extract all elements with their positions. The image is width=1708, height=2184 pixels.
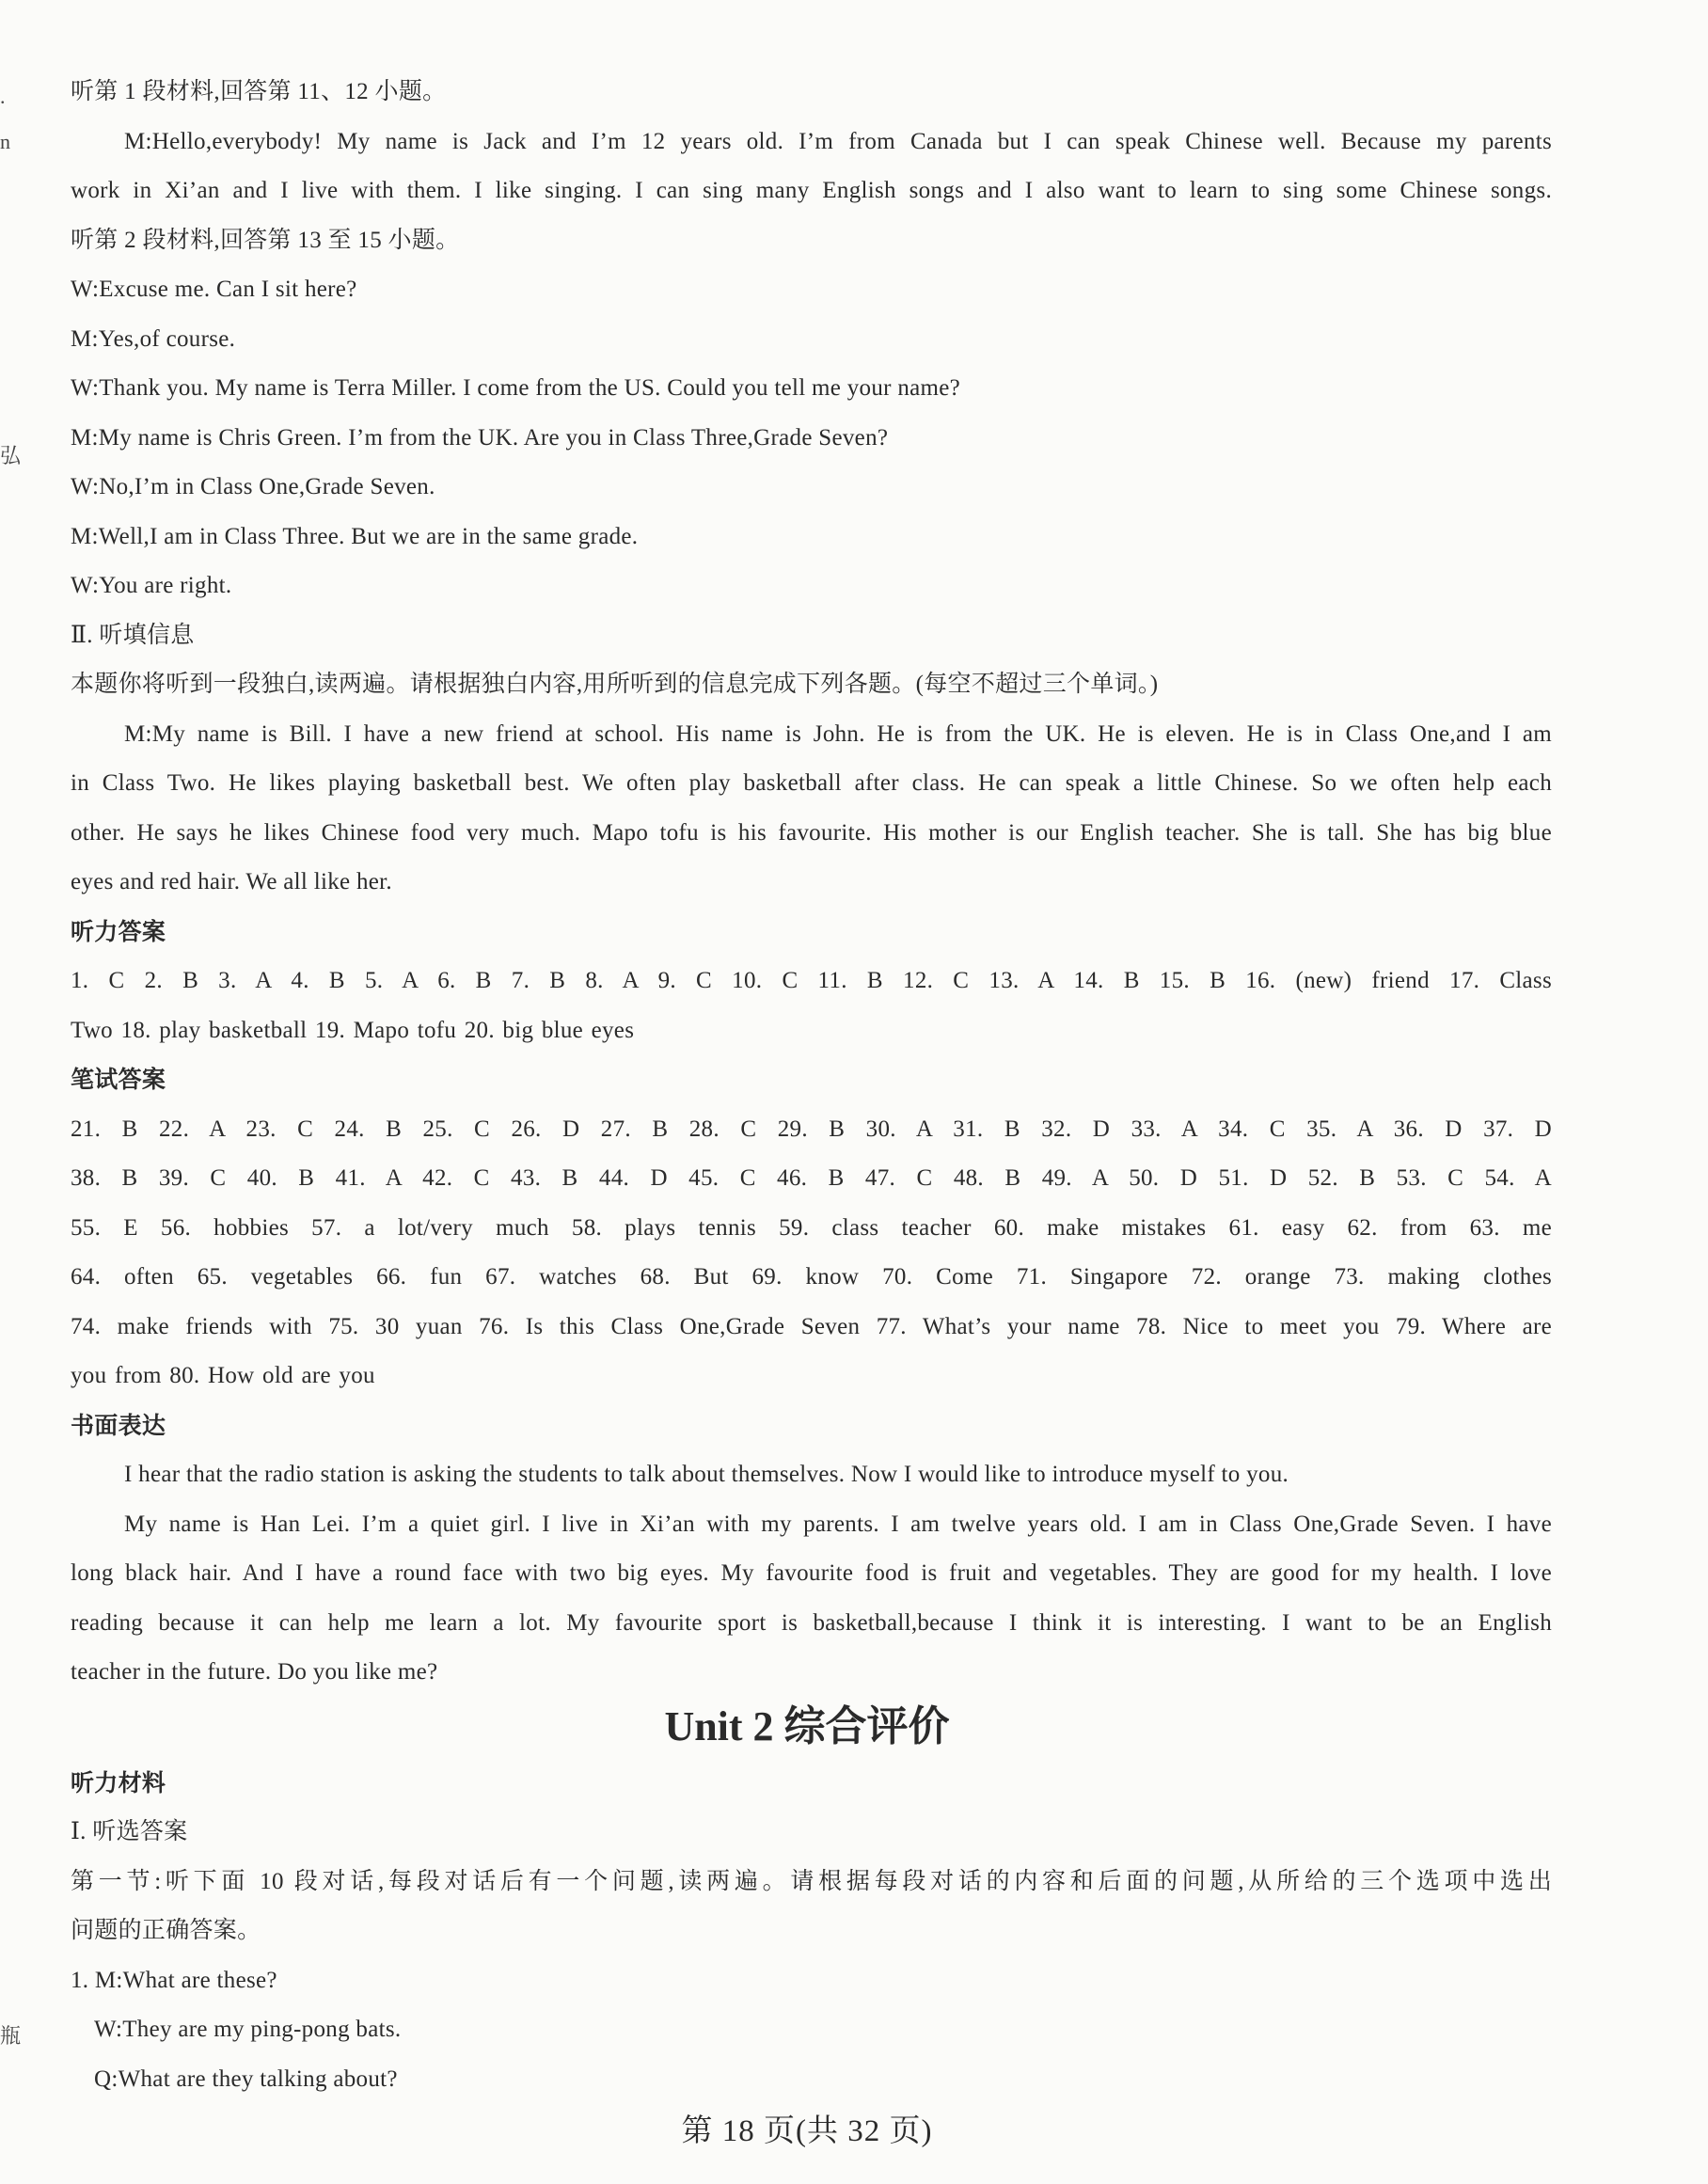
transcript-line: M:Well,I am in Class Three. But we are in the same grade. [71, 524, 639, 549]
answer-line: 64. often 65. vegetables 66. fun 67. watches 68. But 69. know 70. Come 71. Singapore 72. orange 73. making clothes [71, 1264, 1552, 1290]
section-heading: Ⅱ. 听填信息 [71, 623, 195, 648]
essay-line: reading because it can help me learn a lot. My favourite sport is basketball,because I think it is interesting. I want to be an English [71, 1610, 1552, 1636]
margin-mark: 瓶 [0, 2024, 22, 2048]
listening-answers-heading: 听力答案 [71, 918, 166, 945]
essay-line: long black hair. And I have a round face with two big eyes. My favourite food is fruit and vegetables. They are good for my health. I love [71, 1560, 1552, 1586]
margin-mark: 弘 [0, 444, 22, 467]
question-line: 1. M:What are these? [71, 1968, 277, 1993]
essay-line: I hear that the radio station is asking the students to talk about themselves. Now I would like to introduce myself to you. [124, 1462, 1289, 1487]
margin-mark: n [0, 130, 10, 153]
transcript-line: M:My name is Bill. I have a new friend at school. His name is John. He is from the UK. He is eleven. He is in Class One,and I am [124, 721, 1552, 747]
instruction: 问题的正确答案。 [71, 1918, 261, 1943]
transcript-line: W:Excuse me. Can I sit here? [71, 277, 357, 302]
transcript-line: M:My name is Chris Green. I’m from the UK. Are you in Class Three,Grade Seven? [71, 425, 889, 451]
answer-line: 38. B 39. C 40. B 41. A 42. C 43. B 44. D 45. C 46. B 47. C 48. B 49. A 50. D 51. D 52. B 53. C 54. A [71, 1165, 1552, 1191]
instruction: 第一节:听下面 10 段对话,每段对话后有一个问题,读两遍。请根据每段对话的内容和后面的问题,从所给的三个选项中选出 [71, 1869, 1552, 1894]
margin-mark: . [0, 85, 6, 108]
transcript-line: M:Yes,of course. [71, 326, 236, 352]
section-heading: Ⅰ. 听选答案 [71, 1819, 188, 1844]
answer-line: 1. C 2. B 3. A 4. B 5. A 6. B 7. B 8. A 9. C 10. C 11. B 12. C 13. A 14. B 15. B 16. (new) friend 17. Class [71, 968, 1552, 993]
transcript-line: W:Thank you. My name is Terra Miller. I come from the US. Could you tell me your name? [71, 375, 961, 401]
answer-line: 21. B 22. A 23. C 24. B 25. C 26. D 27. B 28. C 29. B 30. A 31. B 32. D 33. A 34. C 35. A 36. D 37. D [71, 1116, 1552, 1142]
writing-heading: 书面表达 [71, 1412, 166, 1439]
transcript-line: work in Xi’an and I live with them. I like singing. I can sing many English songs and I also want to learn to sing some Chinese songs. [71, 178, 1552, 203]
section-note: 听第 2 段材料,回答第 13 至 15 小题。 [71, 228, 460, 253]
transcript-line: W:No,I’m in Class One,Grade Seven. [71, 474, 435, 499]
section-note: 听第 1 段材料,回答第 11、12 小题。 [71, 79, 447, 104]
essay-line: My name is Han Lei. I’m a quiet girl. I live in Xi’an with my parents. I am twelve years old. I am in Class One,Grade Seven. I have [124, 1511, 1552, 1537]
question-line: W:They are my ping-pong bats. [94, 2017, 402, 2042]
instruction: 本题你将听到一段独白,读两遍。请根据独白内容,用所听到的信息完成下列各题。(每空不超过三个单词。) [71, 672, 1159, 697]
transcript-line: eyes and red hair. We all like her. [71, 869, 392, 894]
answer-line: 55. E 56. hobbies 57. a lot/very much 58. plays tennis 59. class teacher 60. make mistakes 61. easy 62. from 63. me [71, 1215, 1552, 1241]
listening-material-heading: 听力材料 [71, 1769, 166, 1796]
unit-title: Unit 2 综合评价 [664, 1703, 950, 1749]
page-footer: 第 18 页(共 32 页) [681, 2114, 933, 2148]
transcript-line: other. He says he likes Chinese food very much. Mapo tofu is his favourite. His mother is our English teacher. She is tall. She has big blue [71, 820, 1552, 846]
essay-line: teacher in the future. Do you like me? [71, 1659, 438, 1685]
answer-line: Two 18. play basketball 19. Mapo tofu 20. big blue eyes [71, 1018, 635, 1043]
written-answers-heading: 笔试答案 [71, 1066, 166, 1093]
answer-line: 74. make friends with 75. 30 yuan 76. Is this Class One,Grade Seven 77. What’s your name 78. Nice to meet you 79. Where are [71, 1314, 1552, 1339]
question-line: Q:What are they talking about? [94, 2066, 398, 2092]
transcript-line: W:You are right. [71, 573, 232, 598]
transcript-line: M:Hello,everybody! My name is Jack and I’m 12 years old. I’m from Canada but I can speak Chinese well. Because my parents [124, 129, 1552, 154]
transcript-line: in Class Two. He likes playing basketball best. We often play basketball after class. He can speak a little Chinese. So we often help each [71, 770, 1552, 796]
answer-line: you from 80. How old are you [71, 1363, 375, 1388]
